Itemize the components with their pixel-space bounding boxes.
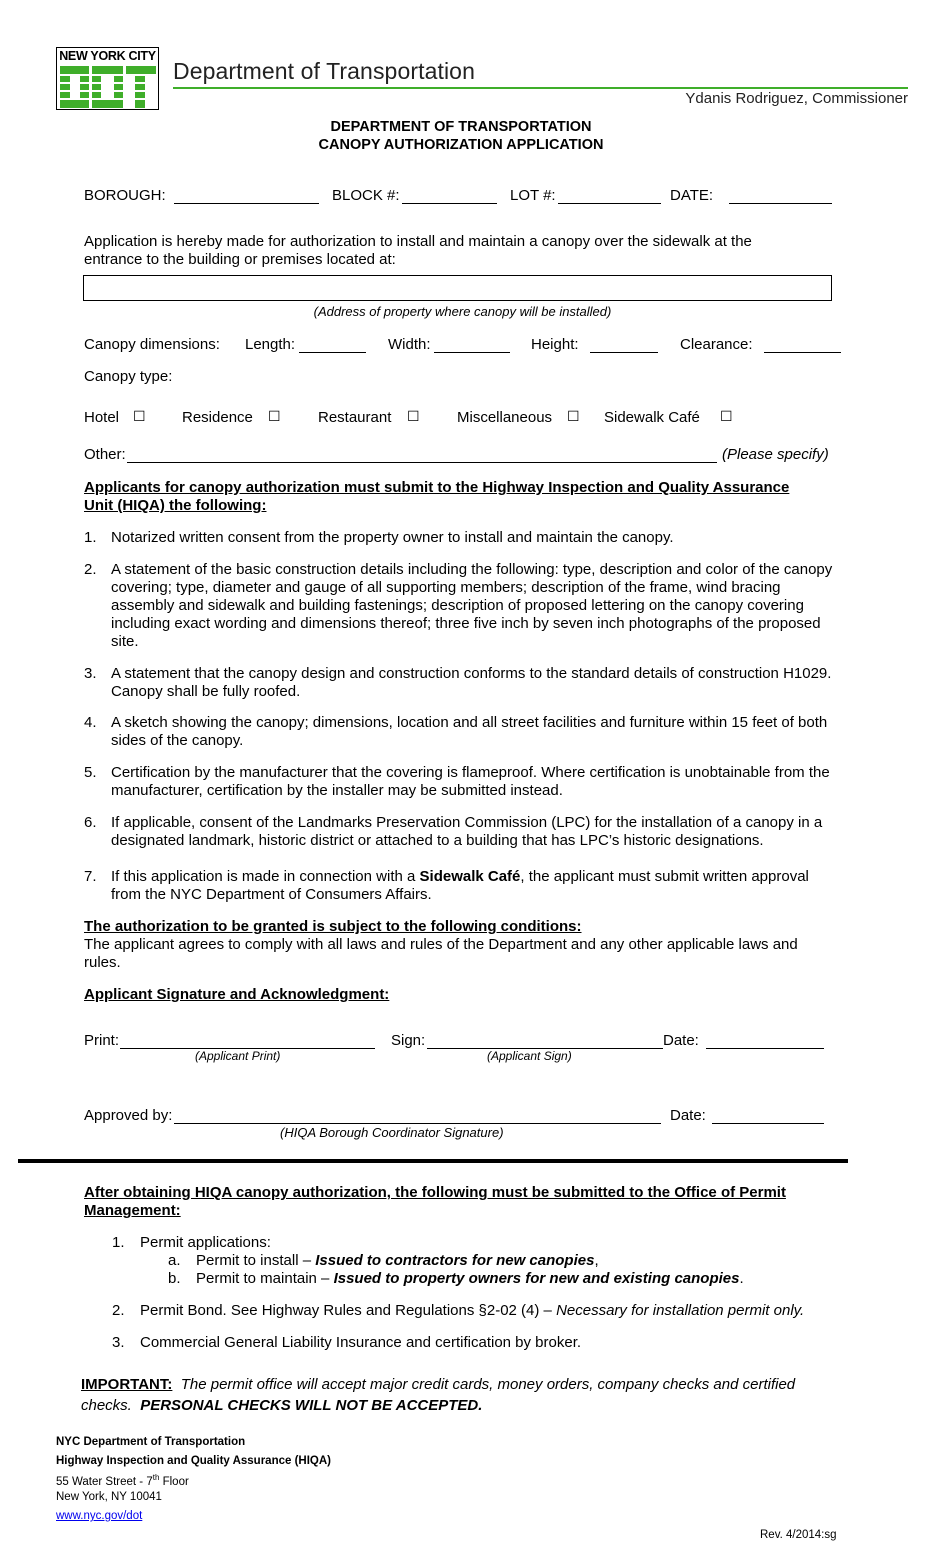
permit-item-3-num: 3. bbox=[112, 1334, 125, 1351]
approved-by-label: Approved by: bbox=[84, 1107, 173, 1124]
width-label: Width: bbox=[388, 336, 431, 353]
signature-date-field[interactable] bbox=[706, 1034, 824, 1049]
footer-url-link[interactable]: www.nyc.gov/dot bbox=[56, 1510, 143, 1522]
permit-item-1: Permit applications: bbox=[140, 1234, 271, 1251]
restaurant-checkbox[interactable]: ☐ bbox=[407, 409, 420, 425]
lot-label: LOT #: bbox=[510, 187, 556, 204]
list-item: 4. A sketch showing the canopy; dimensions, location and all street facilities and furniture within 15 feet of both sides of the canopy. bbox=[84, 714, 828, 749]
other-label: Other: bbox=[84, 446, 126, 463]
height-field[interactable] bbox=[590, 338, 658, 353]
type-option-residence: Residence bbox=[182, 409, 253, 426]
sidewalk-cafe-checkbox[interactable]: ☐ bbox=[720, 409, 733, 425]
lot-field[interactable] bbox=[558, 189, 661, 204]
logo-top-text: NEW YORK CITY bbox=[59, 49, 156, 63]
permit-item-1a-letter: a. bbox=[168, 1252, 181, 1269]
length-field[interactable] bbox=[299, 338, 366, 353]
list-item: 5. Certification by the manufacturer that the covering is flameproof. Where certification is unobtainable from the manufacturer, certification by the installer may be submitted instead. bbox=[84, 764, 830, 799]
approved-caption: (HIQA Borough Coordinator Signature) bbox=[280, 1125, 504, 1140]
permit-heading-line2: Management: bbox=[84, 1202, 181, 1219]
application-text-line2: entrance to the building or premises located at: bbox=[84, 251, 396, 268]
print-caption: (Applicant Print) bbox=[195, 1049, 281, 1063]
print-label: Print: bbox=[84, 1032, 120, 1049]
type-option-hotel: Hotel bbox=[84, 409, 120, 426]
type-option-miscellaneous: Miscellaneous bbox=[457, 409, 553, 426]
date-label: DATE: bbox=[670, 187, 714, 204]
block-label: BLOCK #: bbox=[332, 187, 400, 204]
signature-date-label: Date: bbox=[663, 1032, 699, 1049]
permit-item-2: Permit Bond. See Highway Rules and Regulations §2-02 (4) – Necessary for installation permit only. bbox=[140, 1302, 805, 1319]
permit-item-2-num: 2. bbox=[112, 1302, 125, 1319]
residence-checkbox[interactable]: ☐ bbox=[268, 409, 281, 425]
requirements-heading-line1: Applicants for canopy authorization must submit to the Highway Inspection and Quality Assurance bbox=[84, 479, 790, 496]
form-title-line1: DEPARTMENT OF TRANSPORTATION bbox=[330, 119, 592, 135]
permit-heading-line1: After obtaining HIQA canopy authorization, the following must be submitted to the Office of Permit bbox=[84, 1184, 786, 1201]
clearance-label: Clearance: bbox=[680, 336, 753, 353]
approved-by-field[interactable] bbox=[174, 1109, 661, 1124]
list-item: 3. A statement that the canopy design and construction conforms to the standard details of construction H1029. Canopy shall be fully roofed. bbox=[84, 665, 832, 700]
footer-street: 55 Water Street - 7th Floor bbox=[56, 1473, 189, 1488]
footer-org: NYC Department of Transportation bbox=[56, 1436, 246, 1448]
signature-heading: Applicant Signature and Acknowledgment: bbox=[84, 986, 390, 1003]
permit-item-1-num: 1. bbox=[112, 1234, 125, 1251]
other-field[interactable] bbox=[127, 448, 717, 463]
list-item: 6. If applicable, consent of the Landmarks Preservation Commission (LPC) for the installation of a canopy in a designated landmark, historic district or attached to a building that has LPC’s historic designations. bbox=[84, 814, 823, 849]
dot-logo-mark bbox=[60, 66, 156, 108]
approved-date-field[interactable] bbox=[712, 1109, 824, 1124]
header-green-rule bbox=[173, 87, 908, 89]
department-name: Department of Transportation bbox=[173, 58, 475, 84]
sign-label: Sign: bbox=[391, 1032, 426, 1049]
width-field[interactable] bbox=[434, 338, 510, 353]
sign-field[interactable] bbox=[427, 1034, 663, 1049]
important-label: IMPORTANT: bbox=[81, 1376, 173, 1393]
length-label: Length: bbox=[245, 336, 296, 353]
application-text-line1: Application is hereby made for authorization to install and maintain a canopy over the sidewalk at the bbox=[84, 233, 752, 250]
nyc-dot-logo bbox=[56, 47, 159, 110]
footer-unit: Highway Inspection and Quality Assurance (HIQA) bbox=[56, 1455, 331, 1467]
commissioner-name: Ydanis Rodriguez, Commissioner bbox=[685, 90, 908, 107]
requirements-heading-line2: Unit (HIQA) the following: bbox=[84, 497, 267, 514]
form-title-line2: CANOPY AUTHORIZATION APPLICATION bbox=[318, 137, 604, 153]
borough-field[interactable] bbox=[174, 189, 319, 204]
address-input[interactable] bbox=[83, 275, 832, 301]
hotel-checkbox[interactable]: ☐ bbox=[133, 409, 146, 425]
section-divider bbox=[18, 1159, 848, 1163]
canopy-dimensions-label: Canopy dimensions: bbox=[84, 336, 220, 353]
logo-bottom-text: DOT bbox=[108, 105, 113, 107]
approved-date-label: Date: bbox=[670, 1107, 706, 1124]
canopy-type-label: Canopy type: bbox=[84, 368, 173, 385]
borough-label: BOROUGH: bbox=[84, 187, 166, 204]
block-field[interactable] bbox=[402, 189, 497, 204]
other-hint: (Please specify) bbox=[722, 446, 829, 463]
clearance-field[interactable] bbox=[764, 338, 841, 353]
date-field[interactable] bbox=[729, 189, 832, 204]
address-caption: (Address of property where canopy will be installed) bbox=[313, 304, 612, 319]
conditions-heading: The authorization to be granted is subject to the following conditions: bbox=[84, 918, 582, 935]
important-notice: IMPORTANT: The permit office will accept major credit cards, money orders, company checks and certified bbox=[81, 1376, 796, 1393]
list-item: 1. Notarized written consent from the property owner to install and maintain the canopy. bbox=[84, 529, 674, 546]
important-notice-line2: checks. PERSONAL CHECKS WILL NOT BE ACCEPTED. bbox=[81, 1397, 483, 1414]
list-item: 2. A statement of the basic construction details including the following: type, description and color of the canopy covering; type, diameter and gauge of all supporting members; description of the frame, wind bracing assembly and sidewalk and building fastenings; description of proposed lettering on the canopy covering including exact wording and dimensions thereof; three five inch by seven inch photographs of the proposed site. bbox=[84, 561, 833, 650]
permit-item-1b: Permit to maintain – Issued to property owners for new and existing canopies. bbox=[196, 1270, 744, 1287]
type-option-sidewalk-cafe: Sidewalk Café bbox=[604, 409, 700, 426]
sign-caption: (Applicant Sign) bbox=[487, 1049, 572, 1063]
permit-item-1b-letter: b. bbox=[168, 1270, 181, 1287]
revision-note: Rev. 4/2014:sg bbox=[760, 1529, 837, 1541]
type-option-restaurant: Restaurant bbox=[318, 409, 392, 426]
miscellaneous-checkbox[interactable]: ☐ bbox=[567, 409, 580, 425]
permit-item-1a: Permit to install – Issued to contractors for new canopies, bbox=[196, 1252, 599, 1269]
permit-item-3: Commercial General Liability Insurance and certification by broker. bbox=[140, 1334, 582, 1351]
conditions-text: The applicant agrees to comply with all laws and rules of the Department and any other applicable laws and rules. bbox=[84, 936, 798, 971]
list-item: 7. If this application is made in connection with a Sidewalk Café, the applicant must submit written approval from the NYC Department of Consumers Affairs. bbox=[84, 868, 809, 903]
print-field[interactable] bbox=[120, 1034, 375, 1049]
height-label: Height: bbox=[531, 336, 579, 353]
footer-city: New York, NY 10041 bbox=[56, 1491, 162, 1503]
